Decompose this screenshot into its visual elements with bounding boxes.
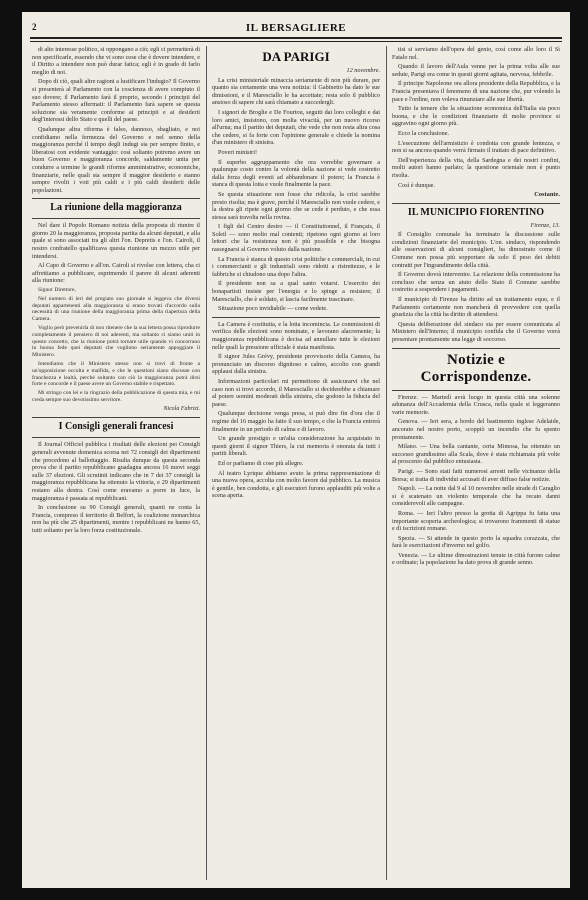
column-2 <box>212 46 380 880</box>
paragraph: Il Consiglio comunale ha terminato la discussione sulle condizioni finanziarie del municipio. L'on. sindaco, rispondendo alle osservazioni di alcuni consiglieri, ha dimostrato come il Comune non possa più sopportare da solo il peso dei debiti contratti per l'ingrandimento della città. <box>392 231 560 269</box>
column-3 <box>392 46 560 880</box>
paragraph: Intendiamo che il Ministero stesso non si trovi di fronte a un'opposizione occulta e malfida, e che le questioni siano discusse con franchezza e lealtà, perché soltanto con ciò la maggioranza potrà dirsi forte e concorde e il paese avere un Governo stabile e rispettato. <box>32 361 200 388</box>
paragraph: Nel numero di ieri del pregiato suo giornale si leggeva che diversi deputati appartenenti alla maggioranza si erano trovati d'accordo sulla necessità di una riunione della maggioranza prima della riapertura della Camera. <box>32 295 200 323</box>
article-heading: La riunione della maggioranza <box>50 202 182 214</box>
paragraph: Roma. — Ieri l'altro presso la grotta di Agrippa fu fatta una importante scoperta archeologica; si trovarono frammenti di statue e di iscrizioni romane. <box>392 509 560 533</box>
section-rule <box>212 317 380 318</box>
top-rule-thin <box>30 41 562 42</box>
paragraph: Qualunque altra riforma è falso, dannoso, sbagliato, e noi confidiamo nella fermezza del Governo e nel senno della maggioranza perché il tempo degli indugi sia per sempre finito, e liberatosi con evidente vantaggio: così soltanto potremo avere un buon Governo e maggioranza concorde, saldamente unita per condurre a termine le grandi riforme amministrative, economiche, finanziarie, nelle quali sta sempre il maggior desiderio e stanno sempre rivolti i voti più caldi e i più caldi desiderii delle popolazioni. <box>32 125 200 194</box>
top-rule <box>30 37 562 39</box>
paragraph: Genova. — Ieri sera, a bordo del bastimento inglese Adelaide, ancorato nel nostro porto, scoppiò un incendio che fu spento prontamente. <box>392 418 560 441</box>
paragraph: Se questa situazione non fosse che ridicola, la crisi sarebbe presto risolta; ma è grave, perché il Maresciallo non vuole cedere, e la destra gli ripete ogni giorno che se cede è perduto, e che essa stessa sarà travolta nella rovina. <box>212 190 380 221</box>
masthead <box>32 20 560 36</box>
paragraph: Il superbo aggruppamento che ora vorrebbe governare a qualunque costo contro la volontà della nazione si vede costretto dalla forza degli eventi ad abbandonare il potere; la Francia è stanca di questa lotta e vuole finalmente la pace. <box>212 158 380 189</box>
paragraph: Il Journal Officiel pubblica i risultati delle elezioni pei Consigli generali avvenute domenica scorsa nei 72 consigli dei dipartimenti che procedono al ballottaggio. Risulta dunque da questa seconda prova che il partito repubblicano guadagna ancora 16 nuovi seggi sulle 37 elezioni. Gli scrutinii indicano che in 7 dei 37 consigli la maggioranza repubblicana ha ottenuto la vittoria, e 29 dipartimenti restano alla destra. Così come eravamo a porre in luce, la maggioranza è passata ai repubblicani. <box>32 441 200 502</box>
paragraph: In conclusione su 90 Consigli generali, quanti ne conta la Francia, compreso il territorio di Belfort, la coalizione monarchica non ha più che 25 dipartimenti, mentre i repubblicani ne hanno 65, tutti soltanto per la loro forza costituzionale. <box>32 504 200 534</box>
paragraph: tisi si serviamo dell'opera del genio, così come allo loro il Sì Fatalo nel. <box>392 46 560 61</box>
paragraph: Il Governo dovrà intervenire. La relazione della commissione ha concluso che senza un aiuto dello Stato il Comune sarebbe costretto a sospendere i pagamenti. <box>392 271 560 294</box>
section-rule <box>32 218 200 219</box>
paragraph: I signori de Broglie e De Fourtou, seguiti dai loro colleghi e dai loro amici, insistono, con molta vivacità, per un nuovo ricorso all'urna; ma il partito dei deputati, che vede che non resta altra cosa che cedere, si fa forte con l'opinione generale e chiede la nomina d'un ministero di sinistra. <box>212 108 380 147</box>
paragraph: Voglio però prevenirla di non ritenere che la sua lettera possa riprodurre completamente il pensiero di noi aderenti, ma soltanto ci siamo uniti in questo concetto, che la riunione potrà tornare utile quando vi concorrano in buona fede quei deputati che vogliono seriamente appoggiare il Ministero. <box>32 325 200 359</box>
paragraph: Spezia. — Si attende in questo porto la squadra corazzata, che farà le esercitazioni d'inverno nel golfo. <box>392 534 560 550</box>
newspaper-page <box>22 12 570 888</box>
paragraph: I figli del Centro destro — il Constitutionnel, il Français, il Soleil — sono molto mal contenti; ripetono ogni giorno ai loro lettori che la resistenza non è più possibile e che bisogna rassegnarsi al Governo voluto dalla nazione. <box>212 223 380 254</box>
paragraph: Questa deliberazione del sindaco sta per essere comunicata al Ministero dell'Interno; il municipio confida che il Governo vorrà presentare prontamente una legge di soccorso. <box>392 320 560 343</box>
paragraph: Mi stringo con lei e la ringrazio della pubblicazione di questa mia, e mi creda sempre suo devotissimo servitore. <box>32 390 200 403</box>
paragraph: Informazioni particolari mi permettono di assicurarvi che nel caso non si trovi accordo, il Maresciallo si deciderebbe a chiamare al potere uomini moderati della sinistra, che godono la fiducia del paese. <box>212 377 380 408</box>
paragraph: Parigi. — Sono stati fatti numerosi arresti nelle vicinanze della Borsa; si tratta di individui accusati di aver diffuso false notizie. <box>392 467 560 483</box>
paragraph: Quando il lavoro dell'Aula venne per la prima volta alle sue sedute, Parigi era come in questi giorni agitata, nervosa, febbrile. <box>392 63 560 78</box>
article-dateline: Firenze, 13. <box>530 221 560 229</box>
paragraph: Così è dunque. <box>398 181 435 189</box>
paragraph: di alto interesse politico, si oppongano a ciò; egli ci permetterà di non specificarle, essendo che vi sono cose che è dovere intendere, e il Diritto a intendere non può durar fatica; egli è in grado di farlo meglio di noi. <box>32 46 200 76</box>
paragraph: Venezia. — Le ultime dimostrazioni tenute in città furono calme e ordinate; la popolazione ha dato prova di grande senno. <box>392 551 560 567</box>
paragraph: Tutto fa temere che la situazione economica dell'Italia sia poco buona, e che le condizioni finanziarie di molte province si aggravino ogni giorno più. <box>392 105 560 128</box>
paragraph: Milano. — Una bella cantante, certa Mimosa, ha ottenuto un successo grandissimo alla Scala, dove è stata richiamata più volte al proscenio dal pubblico entusiasta. <box>392 443 560 466</box>
paragraph: Qualunque decisione venga presa, si può dire fin d'ora che il regime del 16 maggio ha fatto il suo tempo, e che la Francia entrerà finalmente in un periodo di calma e di lavoro. <box>212 410 380 433</box>
section-rule <box>392 203 560 204</box>
section-rule <box>32 198 200 199</box>
paragraph: Signor Direttore, <box>38 287 76 294</box>
paragraph: Firenze. — Martedì avrà luogo in questa città una solenne adunanza dell'Accademia della Crusca, nella quale si leggeranno varie memorie. <box>392 393 560 416</box>
paragraph: Ecco la conclusione. <box>398 129 450 137</box>
paragraph: Il principe Napoleone ora allora presidente della Repubblica, e la Francia presentava il fenomeno di una nazione che, pur volendo la pace e l'ordine, non voleva rinunziare alle sue libertà. <box>392 80 560 103</box>
paragraph: La Francia è stanca di questo crisi politiche e commerciali, in cui i commercianti e gli industriali sono ridotti a ristrettezze, e le fabbriche si chiudono una dopo l'altra. <box>212 255 380 278</box>
section-rule <box>32 417 200 418</box>
newspaper-title: IL BERSAGLIERE <box>245 22 347 34</box>
column-1 <box>32 46 200 880</box>
paragraph: Dopo di ciò, quali altre ragioni a lustificare l'indugio? Il Governo si presenterà al Parlamento con la coscienza di avere compiuto il suo dovere; il Parlamento farà il proprio, secondo i principii del Parlamento stesso affermati: il Parlamento farà sapere se questa soluzione sia veramente conforme ai principii e ai desiderii degl'interessi dello Stato e quelli del paese. <box>32 78 200 124</box>
paragraph: Dell'esperienza della vita, della Sardegna e dei nostri confini, molti autori hanno parlato; la questione orientale non è punto risolta. <box>392 156 560 179</box>
section-rule <box>392 348 560 349</box>
signature: Costante. <box>534 191 560 199</box>
section-rule <box>32 437 200 438</box>
paragraph: Situazione poco invidiabile — come vedete. <box>218 305 328 313</box>
article-heading: I Consigli generali francesi <box>58 421 174 433</box>
paragraph: Un grande prestigio e un'alta considerazione ha acquistato in questi giorni il signor Thiers, la cui memoria è onorata da tutti i partiti liberali. <box>212 435 380 458</box>
column-separator <box>206 46 207 880</box>
column-separator <box>386 46 387 880</box>
page-number: 2 <box>32 22 37 32</box>
article-heading: IL MUNICIPIO FIORENTINO <box>407 206 545 218</box>
paragraph: La crisi ministeriale minaccia seriamente di non più durare, per quanto sia certamente una vera notizia: il Gabinetto ha dato le sue dimissioni, e il Maresciallo le ha accettate; resta solo il pubblico ansioso di sapere chi sarà chiamato a succedergli. <box>212 76 380 107</box>
paragraph: Nel dare il Popolo Romano notizia della proposta di riunire il giorno 20 la maggioranza, proposta partita da alcuni deputati, e alla quale si sono associati tra gli altri l'on. Depretis e l'on. Cairoli, il nostro confratello qualificava questa riunione un mezzo utile per intendersi. <box>32 222 200 260</box>
article-heading: Notizie e Corrispondenze. <box>420 351 532 385</box>
paragraph: Napoli. — La notte dal 9 al 10 novembre nelle strade di Caraglio si è scatenato un violento temporale che ha recato danni considerevoli alle campagne. <box>392 485 560 508</box>
paragraph: Al teatro Lyrique abbiamo avuto la prima rappresentazione di una nuova opera, accolta con molto favore dal pubblico. La musica è gentile, ben condotta, e gli esecutori furono applauditi più volte a scena aperta. <box>212 469 380 500</box>
article-date: 12 novembre. <box>346 67 380 74</box>
signature: Nicola Fabrizi. <box>163 405 200 412</box>
paragraph: Il signor Jules Grévy, presidente provvisorio della Camera, ha pronunciato un discorso dignitoso e calmo, accolto con grandi applausi dalla sinistra. <box>212 353 380 376</box>
paragraph: Il presidente non sa a qual santo votarsi. L'esercito dei bonapartisti insiste per l'energia e lo spinge a resistere; il Maresciallo, che è soldato, si lascia facilmente trascinare. <box>212 280 380 303</box>
article-heading: DA PARIGI <box>262 49 330 64</box>
paragraph: L'esecuzione dell'armistizio è condotta con grande lentezza, e non si sa ancora quando verrà firmato il trattato di pace definitivo. <box>392 139 560 155</box>
paragraph: Al Capo di Governo e all'on. Cairoli si rivolse con lettera, cha ci affrettiamo a pubblicare, esprimendo il parere di alcuni aderenti alla riunione: <box>32 262 200 285</box>
paragraph: Ed or parliamo di cose più allegre. <box>218 459 304 467</box>
paragraph: Il municipio di Firenze ha diritto ad un trattamento equo, e il Parlamento certamente non mancherà di provvedere con quella giustizia che la città ha diritto di attendersi. <box>392 296 560 319</box>
section-rule <box>392 390 560 391</box>
paragraph: La Camera è costituita, e la lotta incomincia. Le commissioni di verifica delle elezioni sono nominate, e lavorano alacremente; la maggioranza repubblicana è decisa ad annullare tutte le elezioni nelle quali la pressione ufficiale è stata manifesta. <box>212 320 380 351</box>
paragraph: Poveri ministri! <box>218 148 258 156</box>
